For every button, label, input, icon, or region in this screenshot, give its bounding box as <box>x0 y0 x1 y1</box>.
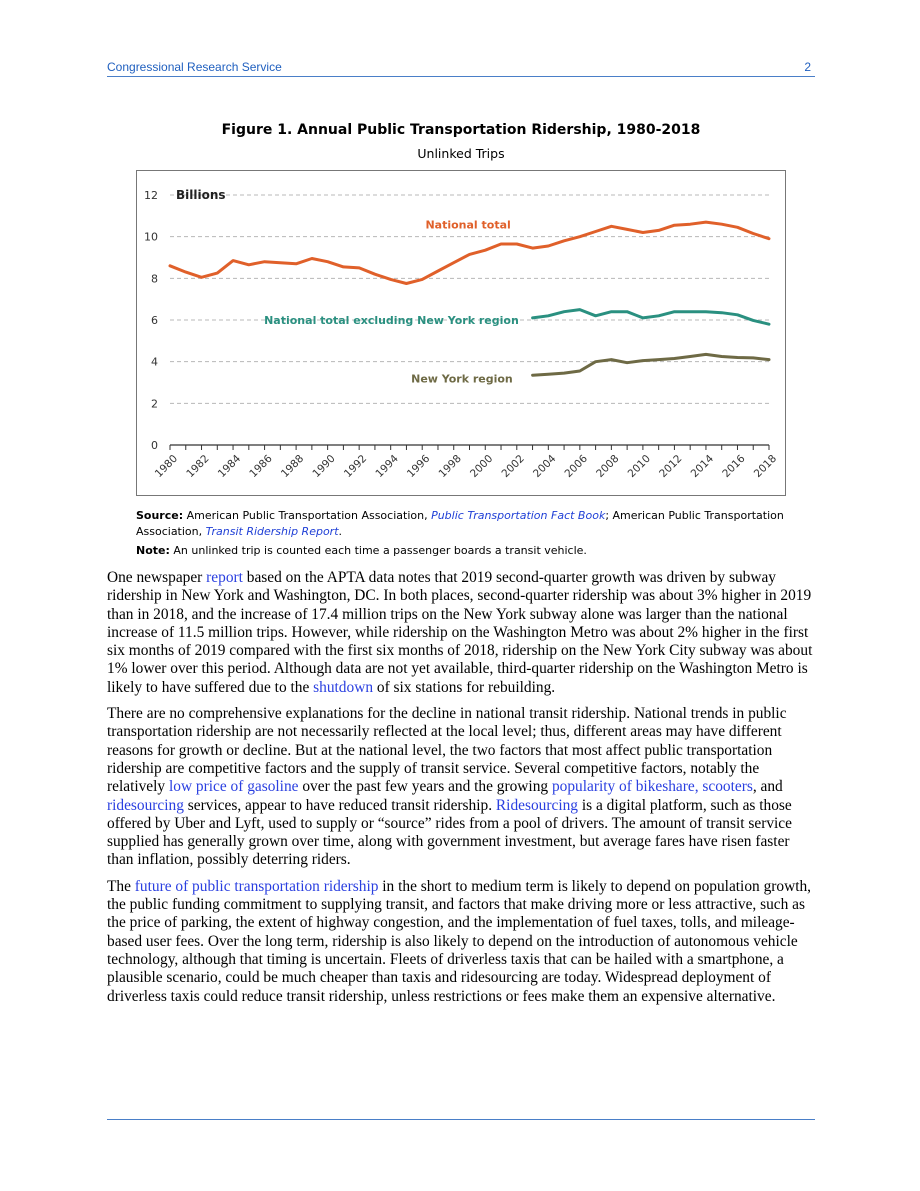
x-tick-label: 1998 <box>436 452 464 481</box>
x-tick-label: 1986 <box>247 452 275 481</box>
bikeshare-scooters-link[interactable]: popularity of bikeshare, scooters <box>551 778 753 796</box>
x-tick-label: 1980 <box>152 452 181 481</box>
figure-subtitle: Unlinked Trips <box>417 146 505 161</box>
chart-frame <box>136 170 786 496</box>
x-tick-label: 2004 <box>531 452 559 481</box>
page-number: 2 <box>804 60 811 74</box>
x-tick-label: 2018 <box>751 452 780 481</box>
x-tick-label: 1994 <box>373 452 401 481</box>
new-york-region-label: New York region <box>411 372 513 386</box>
y-tick-label: 6 <box>151 314 158 327</box>
source-link-fact-book[interactable]: Public Transportation Fact Book <box>431 509 606 522</box>
p2-text-a: There are no comprehensive explanations for the decline in national transit ridership. National trends in public transportation ridership are not necessarily reflected at the local level; thus, different areas may have different reasons for growth or decline. But at the national level, the two factors that most affect public transportation ridership are competitive factors and the supply of transit service. Several competitive factors, notably the relatively <box>107 705 787 796</box>
figure-source <box>136 508 796 540</box>
x-tick-label: 1990 <box>310 452 338 481</box>
p2-text-e: is a digital platform, such as those offered by Uber and Lyft, used to supply or “source” rides from a pool of drivers. The amount of transit service supplied has generally grown over time, along with government investment, but average fares have risen faster than inflation, possibly deterring riders. <box>107 796 792 869</box>
gasoline-price-link[interactable]: low price of gasoline <box>168 778 299 796</box>
y-tick-label: 10 <box>144 230 158 244</box>
footer-rule <box>107 1119 815 1120</box>
paragraph-3 <box>107 878 815 1006</box>
p3-text-b: in the short to medium term is likely to depend on population growth, the public funding commitment to supplying transit, and factors that make driving more or less attractive, such as the price of parking, the extent of highway congestion, and the implementation of fuel taxes, tolls, and mileage-based user fees. Over the long term, ridership is also likely to depend on the introduction of autonomous vehicle technology, although that timing is uncertain. Fleets of driverless taxis that can be hailed with a smartphone, a plausible scenario, could be much cheaper than taxis and ridesourcing are today. Widespread deployment of driverless taxis could reduce transit ridership, unless restrictions or fees make them an expensive alternative. <box>107 877 812 1005</box>
y-axis-label: Billions <box>176 188 226 202</box>
note-text: An unlinked trip is counted each time a passenger boards a transit vehicle. <box>173 544 587 557</box>
x-tick-label: 2012 <box>657 452 685 481</box>
x-tick-label: 2014 <box>688 452 717 481</box>
p1-text-b: based on the APTA data notes that 2019 second-quarter growth was driven by subway ridership in New York and Washington, DC. In both places, second-quarter ridership was about 3% higher in 2019 than in 2018, and the increase of 17.4 million trips on the New York subway alone was larger than the national increase of 11.5 million trips. However, while ridership on the Washington Metro was about 2% higher in the first six months of 2019 compared with the first six months of 2018, ridership on the New York City subway was about 1% lower over this period. Although data are not yet available, third-quarter ridership on the Washington Metro is likely to have suffered due to the <box>107 569 813 696</box>
x-tick-label: 1988 <box>278 452 307 481</box>
note-label: Note: <box>136 544 170 557</box>
ridership-line-chart <box>137 171 787 497</box>
p1-text-c: of six stations for rebuilding. <box>376 678 556 696</box>
paragraph-2 <box>107 705 815 870</box>
p2-text-d: services, appear to have reduced transit ridership. <box>187 796 493 814</box>
x-tick-label: 2016 <box>720 452 748 481</box>
y-tick-label: 4 <box>151 355 158 369</box>
figure-note <box>136 543 796 559</box>
p2-text-c: , and <box>752 778 783 796</box>
source-text-2: ; American Public Transportation Association, <box>136 509 784 538</box>
y-tick-label: 0 <box>151 439 158 452</box>
x-tick-label: 1982 <box>184 452 212 481</box>
p2-text-b: over the past few years and the growing <box>302 778 549 796</box>
y-tick-label: 8 <box>151 272 158 286</box>
national-total-label: National total <box>425 218 511 232</box>
x-tick-label: 2000 <box>467 452 496 481</box>
source-text-3: . <box>338 525 343 538</box>
shutdown-link[interactable]: shutdown <box>313 678 374 696</box>
x-tick-label: 1992 <box>341 452 370 481</box>
source-text-1: American Public Transportation Association, <box>186 509 428 522</box>
x-tick-label: 1996 <box>404 452 433 481</box>
x-tick-label: 2010 <box>625 452 654 481</box>
new-york-region-line <box>533 354 769 375</box>
excluding-new-york-line <box>533 310 769 325</box>
p1-text-a: One newspaper <box>107 569 203 586</box>
y-tick-label: 12 <box>144 189 158 202</box>
source-label: Source: <box>136 509 184 522</box>
ridesourcing-link[interactable]: ridesourcing <box>107 796 184 814</box>
x-tick-label: 1984 <box>215 452 244 481</box>
excluding-new-york-label: National total excluding New York region <box>264 314 519 327</box>
page-header <box>107 58 815 76</box>
ridesourcing-definition-link[interactable]: Ridesourcing <box>495 796 578 814</box>
paragraph-1 <box>107 569 815 697</box>
y-tick-label: 2 <box>151 397 158 411</box>
source-link-ridership-report[interactable]: Transit Ridership Report <box>205 525 339 538</box>
header-rule <box>107 76 815 77</box>
x-tick-label: 2006 <box>562 452 590 481</box>
figure-title: Figure 1. Annual Public Transportation Ridership, 1980-2018 <box>221 122 701 138</box>
body-text <box>107 569 815 1014</box>
x-tick-label: 2002 <box>499 452 527 481</box>
header-org: Congressional Research Service <box>107 60 282 74</box>
report-link[interactable]: report <box>206 569 243 586</box>
x-tick-label: 2008 <box>594 452 622 481</box>
future-ridership-link[interactable]: future of public transportation ridership <box>134 877 379 895</box>
p3-text-a: The <box>107 877 131 895</box>
